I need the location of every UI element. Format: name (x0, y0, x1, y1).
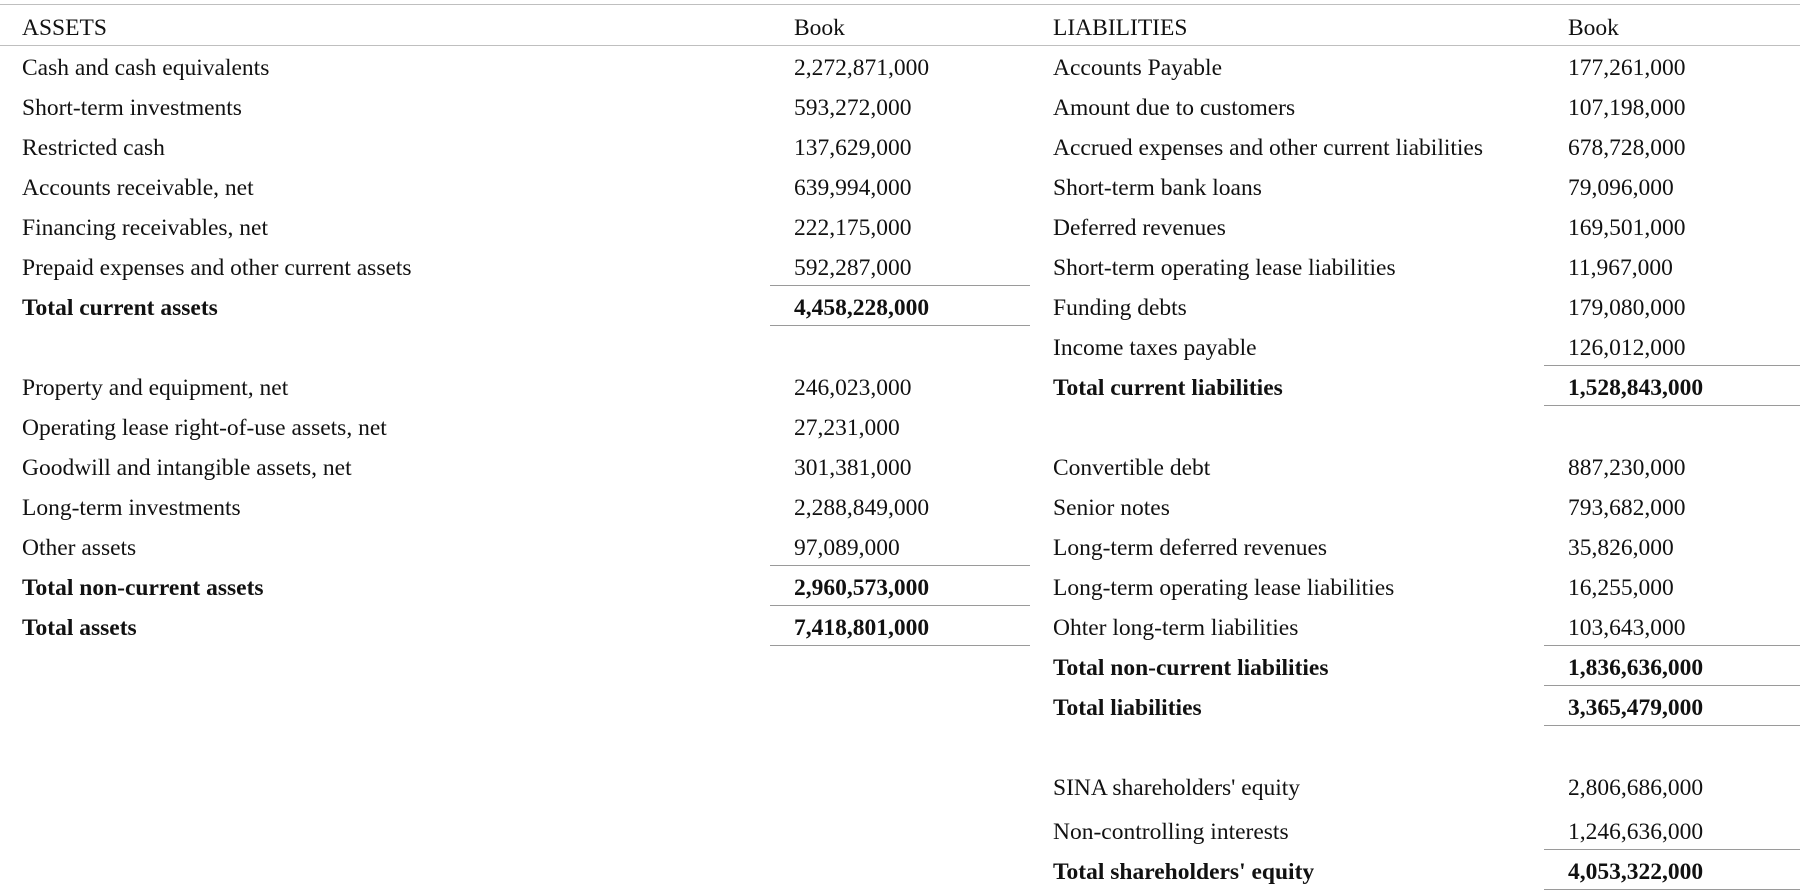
liability-label: SINA shareholders' equity (1053, 775, 1301, 801)
liability-value: 678,728,000 (1568, 135, 1686, 161)
asset-value: 7,418,801,000 (794, 615, 930, 641)
liability-value: 1,246,636,000 (1568, 819, 1704, 845)
liability-value-underline (1544, 889, 1800, 890)
liability-value: 11,967,000 (1568, 255, 1673, 281)
asset-value-underline (770, 285, 1030, 286)
asset-label: Short-term investments (22, 95, 242, 121)
asset-value-underline (770, 565, 1030, 566)
asset-value: 27,231,000 (794, 415, 900, 441)
liability-value: 177,261,000 (1568, 55, 1686, 81)
liability-value: 887,230,000 (1568, 455, 1686, 481)
liability-value: 107,198,000 (1568, 95, 1686, 121)
asset-value-underline (770, 605, 1030, 606)
liability-label: Total current liabilities (1053, 375, 1283, 401)
asset-label: Long-term investments (22, 495, 241, 521)
liability-label: Convertible debt (1053, 455, 1211, 481)
asset-value: 97,089,000 (794, 535, 900, 561)
liabilities-header: LIABILITIES (1053, 15, 1188, 41)
asset-value: 222,175,000 (794, 215, 912, 241)
asset-label: Other assets (22, 535, 137, 561)
liability-label: Total non-current liabilities (1053, 655, 1329, 681)
liability-label: Deferred revenues (1053, 215, 1226, 241)
asset-label: Total current assets (22, 295, 218, 321)
liability-value: 126,012,000 (1568, 335, 1686, 361)
asset-value: 639,994,000 (794, 175, 912, 201)
liability-label: Senior notes (1053, 495, 1170, 521)
liability-value: 79,096,000 (1568, 175, 1674, 201)
liability-label: Short-term operating lease liabilities (1053, 255, 1396, 281)
asset-label: Prepaid expenses and other current assets (22, 255, 412, 281)
liability-label: Total liabilities (1053, 695, 1202, 721)
liability-value-underline (1544, 405, 1800, 406)
liability-value: 1,836,636,000 (1568, 655, 1704, 681)
liability-value: 1,528,843,000 (1568, 375, 1704, 401)
asset-label: Accounts receivable, net (22, 175, 254, 201)
asset-label: Total non-current assets (22, 575, 264, 601)
asset-value: 2,272,871,000 (794, 55, 930, 81)
asset-value-underline (770, 325, 1030, 326)
asset-label: Cash and cash equivalents (22, 55, 270, 81)
liability-label: Accounts Payable (1053, 55, 1223, 81)
liability-value-underline (1544, 725, 1800, 726)
liability-label: Long-term operating lease liabilities (1053, 575, 1395, 601)
liability-value: 3,365,479,000 (1568, 695, 1704, 721)
asset-label: Total assets (22, 615, 137, 641)
liability-label: Amount due to customers (1053, 95, 1296, 121)
asset-value: 246,023,000 (794, 375, 912, 401)
liability-label: Short-term bank loans (1053, 175, 1262, 201)
asset-value: 301,381,000 (794, 455, 912, 481)
liability-value: 4,053,322,000 (1568, 859, 1704, 885)
liability-value-underline (1544, 645, 1800, 646)
liability-value: 16,255,000 (1568, 575, 1674, 601)
asset-label: Restricted cash (22, 135, 165, 161)
assets-book-header: Book (794, 15, 845, 41)
asset-label: Property and equipment, net (22, 375, 289, 401)
liability-value: 169,501,000 (1568, 215, 1686, 241)
asset-value: 592,287,000 (794, 255, 912, 281)
asset-value: 593,272,000 (794, 95, 912, 121)
asset-value-underline (770, 645, 1030, 646)
liability-value-underline (1544, 849, 1800, 850)
liability-value: 179,080,000 (1568, 295, 1686, 321)
liability-label: Funding debts (1053, 295, 1187, 321)
liability-label: Income taxes payable (1053, 335, 1257, 361)
assets-header: ASSETS (22, 15, 107, 41)
liability-label: Accrued expenses and other current liabilities (1053, 135, 1484, 161)
liability-label: Long-term deferred revenues (1053, 535, 1328, 561)
liability-label: Ohter long-term liabilities (1053, 615, 1299, 641)
liabilities-book-header: Book (1568, 15, 1619, 41)
asset-label: Operating lease right-of-use assets, net (22, 415, 387, 441)
liability-value: 35,826,000 (1568, 535, 1674, 561)
liability-value: 103,643,000 (1568, 615, 1686, 641)
top-border (0, 4, 1800, 5)
asset-label: Financing receivables, net (22, 215, 269, 241)
asset-value: 2,960,573,000 (794, 575, 930, 601)
liability-value: 2,806,686,000 (1568, 775, 1704, 801)
liability-label: Total shareholders' equity (1053, 859, 1315, 885)
liability-value-underline (1544, 365, 1800, 366)
asset-value: 4,458,228,000 (794, 295, 930, 321)
asset-label: Goodwill and intangible assets, net (22, 455, 352, 481)
liability-value-underline (1544, 685, 1800, 686)
liability-label: Non-controlling interests (1053, 819, 1289, 845)
asset-value: 137,629,000 (794, 135, 912, 161)
asset-value: 2,288,849,000 (794, 495, 930, 521)
liability-value: 793,682,000 (1568, 495, 1686, 521)
